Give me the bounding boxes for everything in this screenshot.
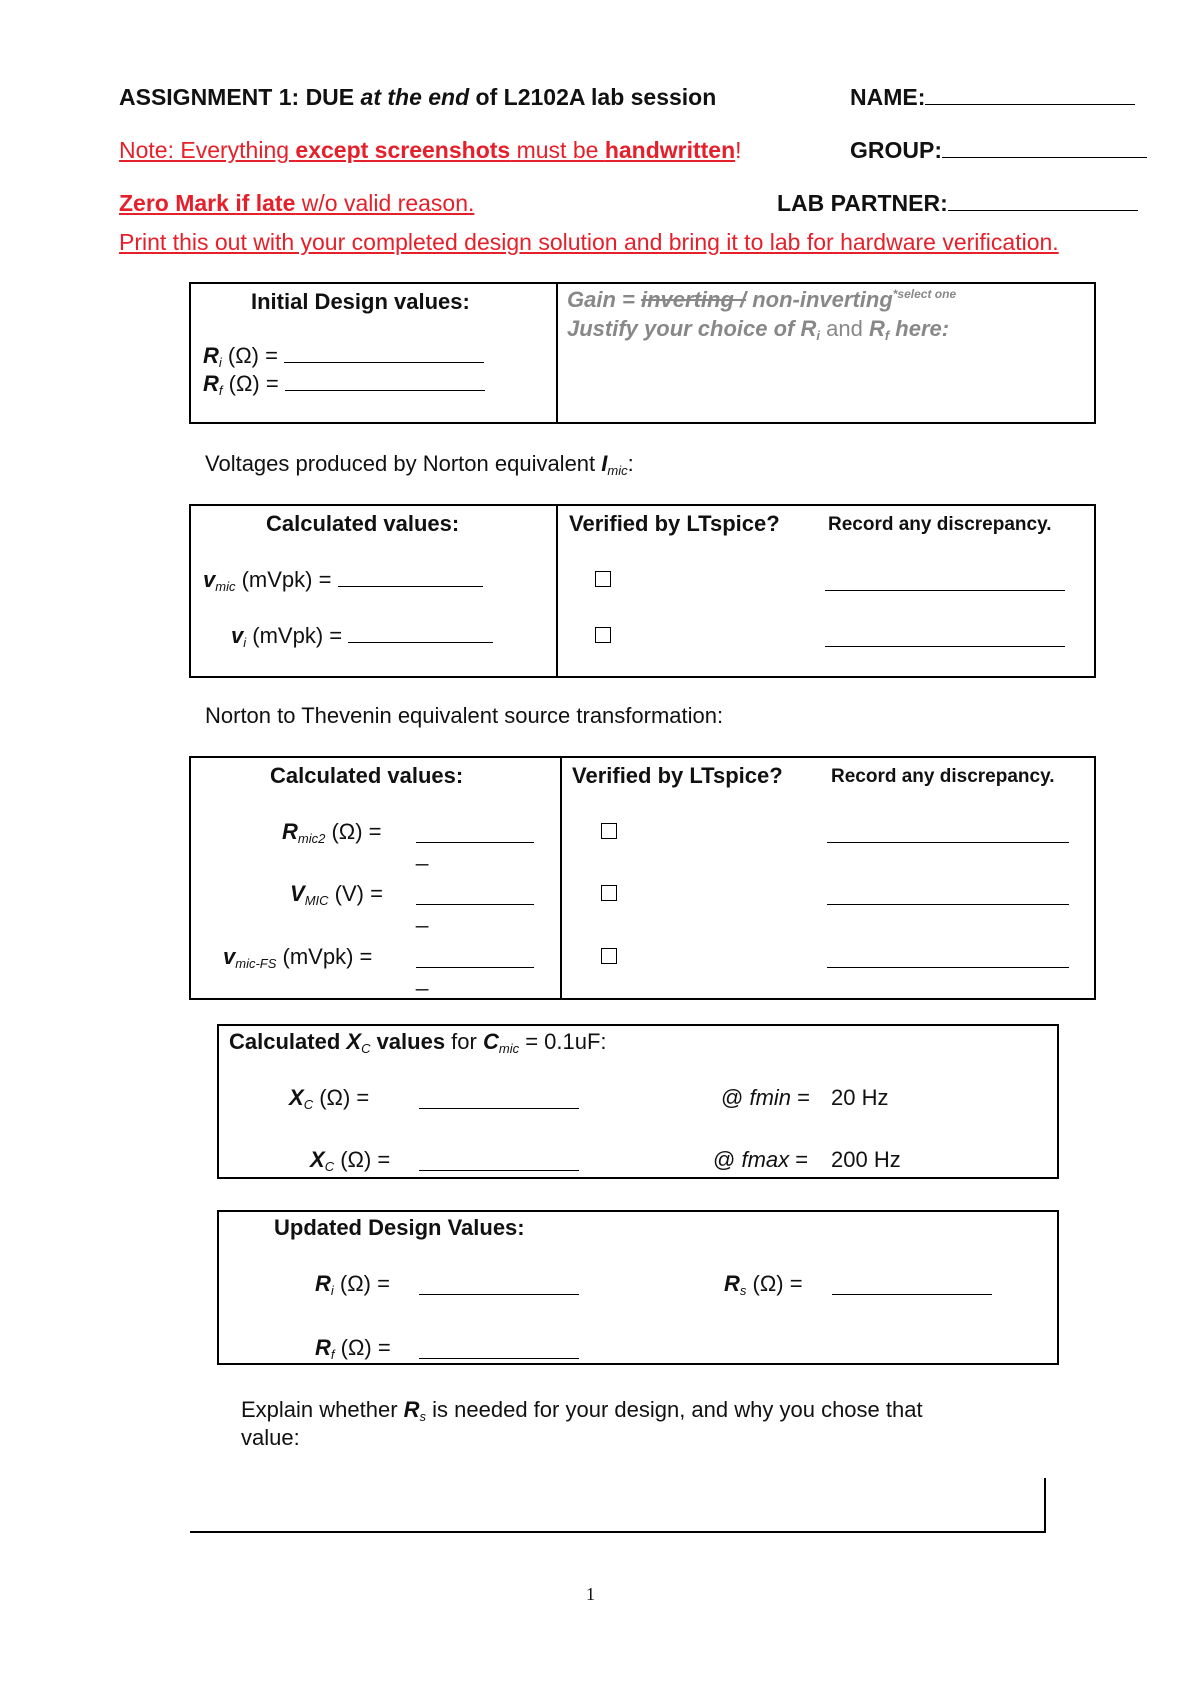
rmic2-discrepancy-line[interactable] (827, 824, 1069, 843)
norton-caption: Voltages produced by Norton equivalent $I_{mic}$: (205, 451, 634, 478)
norton-calc-title: Calculated values: (266, 511, 460, 536)
initial-design-box (189, 282, 1096, 424)
updated-ri-line[interactable] (419, 1276, 579, 1295)
xc-fmax-label: $X_C$ (Ω) = (310, 1147, 391, 1174)
vmic-thevenin-line[interactable] (416, 886, 534, 905)
vi-field[interactable]: $v_i$ (mVpk) = (231, 624, 493, 650)
updated-rs-label: $R_s$ (Ω) = (724, 1271, 803, 1298)
rmic2-label: $R_{mic2}$ (Ω) = (282, 819, 382, 846)
updated-design-title: Updated Design Values: (274, 1215, 525, 1240)
updated-ri-label: $R_i$ (Ω) = (315, 1271, 390, 1298)
norton-values-box (189, 504, 1096, 678)
xc-title: Calculated $X_C$ values for $C_{mic} = 0.1uF$: (229, 1029, 607, 1056)
rmic2-wrap: _ (416, 841, 429, 866)
vmic-verified-checkbox[interactable] (595, 571, 611, 587)
vmicfs-label: $v_{mic-FS}$ (mVpk) = (223, 944, 373, 971)
xc-values-box (217, 1024, 1059, 1179)
thevenin-caption: Norton to Thevenin equivalent source transformation: (205, 703, 724, 728)
thevenin-values-box (189, 756, 1096, 1000)
vmic-thevenin-discrepancy-line[interactable] (827, 886, 1069, 905)
fmax-value: 200 Hz (831, 1147, 901, 1172)
print-instruction: Print this out with your completed design solution and bring it to lab for hardware verification. (119, 229, 1059, 255)
norton-discrepancy-title: Record any discrepancy. (828, 514, 1052, 535)
vi-discrepancy-line[interactable] (825, 628, 1065, 647)
vi-verified-checkbox[interactable] (595, 627, 611, 643)
vmicfs-wrap: _ (416, 966, 429, 991)
xc-fmax-line[interactable] (419, 1152, 579, 1171)
norton-verify-title: Verified by LTspice? (569, 511, 780, 536)
initial-ri-field[interactable]: $R_i$ (Ω) = (203, 344, 484, 370)
rmic2-line[interactable] (416, 824, 534, 843)
page-number: 1 (586, 1584, 595, 1604)
vmicfs-line[interactable] (416, 949, 534, 968)
handwritten-note: Note: Everything except screenshots must be handwritten! (119, 137, 742, 163)
vmicfs-verified-checkbox[interactable] (601, 948, 617, 964)
fmin-value: 20 Hz (831, 1085, 889, 1110)
thevenin-calc-title: Calculated values: (270, 763, 464, 788)
late-warning: Zero Mark if late w/o valid reason. (119, 190, 475, 216)
lab-partner-field[interactable]: LAB PARTNER: (777, 190, 1138, 217)
initial-rf-field[interactable]: $R_f$ (Ω) = (203, 372, 485, 398)
updated-rs-line[interactable] (832, 1276, 992, 1295)
thevenin-verify-title: Verified by LTspice? (572, 763, 783, 788)
vmicfs-discrepancy-line[interactable] (827, 949, 1069, 968)
rmic2-verified-checkbox[interactable] (601, 823, 617, 839)
answer-bottom-line (190, 1531, 1046, 1533)
xc-fmin-label: $X_C$ (Ω) = (289, 1085, 370, 1112)
explain-prompt-line2: value: (241, 1425, 300, 1450)
fmax-label: @ fmax = (713, 1147, 809, 1172)
vmic-field[interactable]: $v_{mic}$ (mVpk) = (203, 568, 483, 594)
gain-selection[interactable]: Gain = inverting / non-inverting$^{*select one}$ (567, 287, 957, 312)
vmic-thevenin-verified-checkbox[interactable] (601, 885, 617, 901)
vmic-thevenin-wrap: _ (416, 903, 429, 928)
updated-rf-line[interactable] (419, 1340, 579, 1359)
initial-design-title: Initial Design values: (251, 289, 470, 314)
answer-right-line (1044, 1478, 1046, 1533)
group-field[interactable]: GROUP: (850, 137, 1147, 164)
xc-fmin-line[interactable] (419, 1090, 579, 1109)
name-field[interactable]: NAME: (850, 84, 1135, 111)
assignment-title: ASSIGNMENT 1: DUE at the end of L2102A lab session (119, 84, 717, 110)
updated-rf-label: $R_f$ (Ω) = (315, 1335, 391, 1362)
thevenin-discrepancy-title: Record any discrepancy. (831, 766, 1055, 787)
vmic-thevenin-label: $V_{MIC}$ (V) = (290, 881, 383, 908)
updated-design-box (217, 1210, 1059, 1365)
explain-prompt-line1: Explain whether $R_s$ is needed for your design, and why you chose that (241, 1397, 923, 1424)
vmic-discrepancy-line[interactable] (825, 572, 1065, 591)
justify-prompt: Justify your choice of $R_i$ and $R_f$ here: (567, 316, 950, 343)
fmin-label: @ fmin = (721, 1085, 810, 1110)
